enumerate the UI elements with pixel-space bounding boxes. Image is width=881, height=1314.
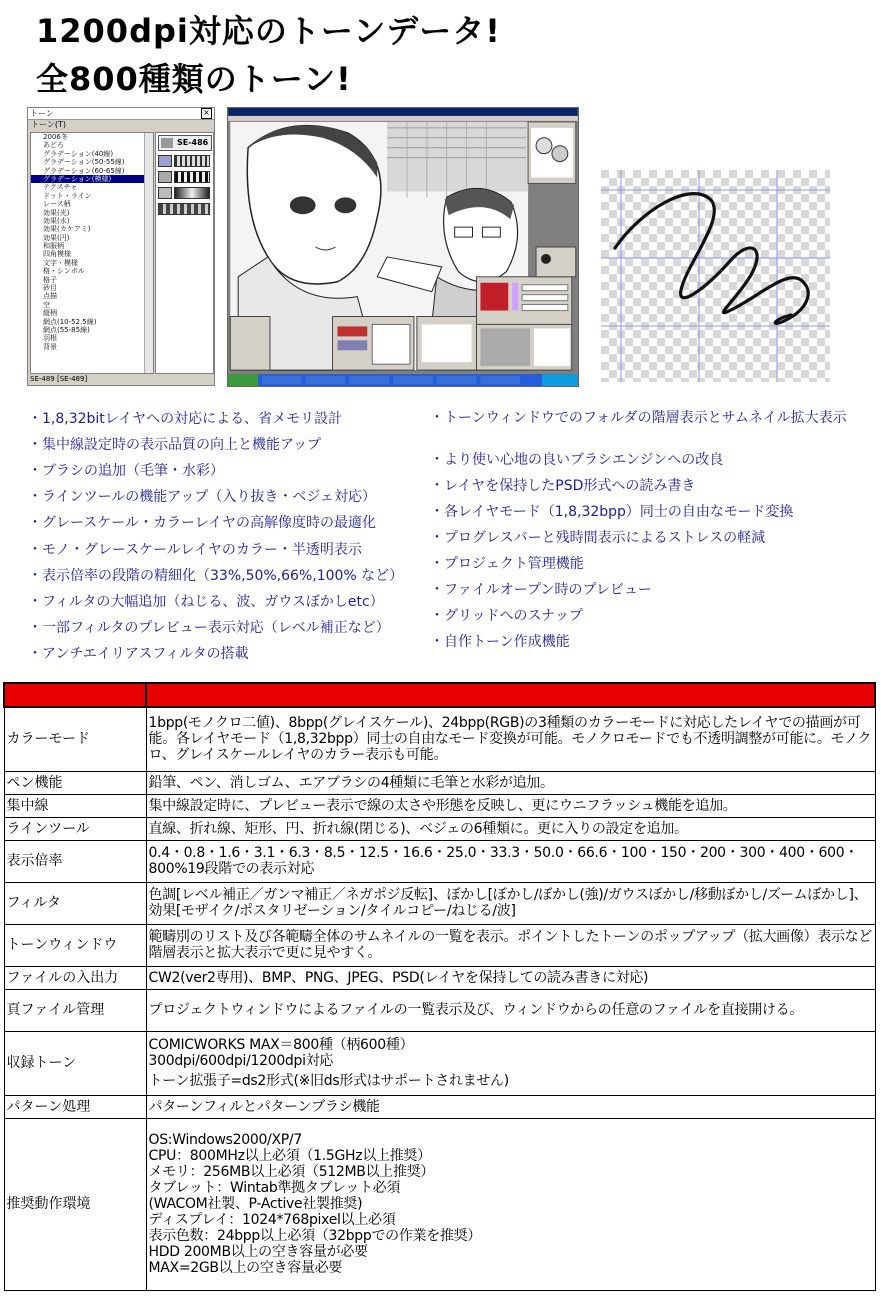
- spec-row: [4, 924, 875, 966]
- tone-tree-item[interactable]: 格子: [43, 275, 57, 284]
- spec-value-line: 色調[レベル補正／ガンマ補正／ネガポジ反転]、ぼかし[ぼかし/ぼかし(強)/ガウスぼかし/移動ぼかし/ズームぼかし]、効果[モザイク/ポスタリゼーション/タイルコピー/ねじる/波]: [148, 887, 868, 919]
- tone-tree-item[interactable]: 網点(10-52.5線): [43, 317, 97, 326]
- spec-value: [146, 771, 875, 794]
- feature-item: ・グレースケール・カラーレイヤの高解像度時の最適化: [28, 515, 377, 531]
- spec-label: パターン処理: [4, 1095, 146, 1118]
- spec-value-line: 鉛筆、ペン、消しゴム、エアブラシの4種類に毛筆と水彩が追加。: [148, 774, 554, 791]
- spec-value: [146, 707, 875, 771]
- tone-tree-item[interactable]: グラデーション(50-55線): [43, 158, 125, 167]
- tone-tree-item[interactable]: テクスチャ: [43, 183, 78, 192]
- spec-value-line: タブレット：Wintab準拠タブレット必須: [148, 1180, 401, 1196]
- spec-row: [4, 707, 875, 771]
- spec-value: [146, 989, 875, 1031]
- spec-label: カラーモード: [4, 707, 146, 771]
- tone-window-screenshot: [27, 107, 215, 386]
- spec-label: トーンウィンドウ: [4, 924, 146, 966]
- tone-swatch[interactable]: [174, 187, 210, 199]
- tone-tree-item[interactable]: 背景: [43, 342, 57, 351]
- spec-row: [4, 882, 875, 924]
- spec-value-line: トーン拡張子=ds2形式(※旧ds形式はサポートされません): [148, 1073, 509, 1089]
- feature-item: ・トーンウィンドウでのフォルダの階層表示とサムネイル拡大表示: [430, 410, 847, 426]
- feature-item: ・集中線設定時の表示品質の向上と機能アップ: [28, 437, 322, 453]
- tone-tree-item[interactable]: ドット・ライン: [43, 191, 92, 200]
- feature-item: ・レイヤを保持したPSD形式への読み書き: [430, 478, 696, 494]
- tone-tree-item[interactable]: グラデーション(60-65線): [43, 166, 125, 175]
- tone-tree-item[interactable]: 縦柄: [43, 309, 57, 318]
- feature-item: ・グリッドへのスナップ: [430, 608, 583, 624]
- tone-swatch[interactable]: [158, 187, 172, 199]
- spec-value-line: 直線、折れ線、矩形、円、折れ線(閉じる)、ベジェの6種類に。更に入りの設定を追加。: [148, 820, 688, 837]
- spec-row: [4, 817, 875, 840]
- spec-value: [146, 840, 875, 882]
- spec-value: [146, 794, 875, 817]
- spec-row: [4, 771, 875, 794]
- spec-value-line: CW2(ver2専用)、BMP、PNG、JPEG、PSD(レイヤを保持しての読み書きに対応): [148, 969, 649, 986]
- spec-label: ファイルの入出力: [4, 966, 146, 989]
- tone-tree-item[interactable]: 格・シンボル: [43, 267, 85, 276]
- spec-row: [4, 794, 875, 817]
- tone-tree-item[interactable]: 効果(カケアミ): [43, 225, 91, 234]
- selected-tone-name: SE-486: [158, 135, 212, 151]
- tone-swatch[interactable]: [158, 171, 172, 183]
- spec-value-line: (WACOM社製、P-Active社製推奨): [148, 1196, 363, 1212]
- close-icon[interactable]: ×: [201, 108, 212, 119]
- tone-tree-item[interactable]: 空: [43, 300, 50, 309]
- app-screenshot: [227, 107, 579, 387]
- spec-value-line: OS:Windows2000/XP/7: [148, 1132, 302, 1148]
- tone-window-titlebar: [28, 108, 214, 120]
- feature-item: ・モノ・グレースケールレイヤのカラー・半透明表示: [28, 542, 362, 558]
- spec-row: [4, 1118, 875, 1290]
- tone-swatch[interactable]: [158, 203, 210, 215]
- spec-value: [146, 1095, 875, 1118]
- spec-row: [4, 840, 875, 882]
- spec-value-line: 範疇別のリスト及び各範疇全体のサムネイルの一覧を表示。ポイントしたトーンのポップアップ（拡大画像）表示など階層表示と拡大表示で更に見やすく。: [148, 929, 873, 961]
- feature-item: ・アンチエイリアスフィルタの搭載: [28, 646, 249, 662]
- tone-window-title: トーン: [30, 109, 54, 118]
- spec-header-label-cell: [4, 683, 146, 707]
- spec-table: [3, 682, 876, 1291]
- tone-tree-item[interactable]: 効果(円): [43, 233, 70, 242]
- spec-row: [4, 966, 875, 989]
- spec-label: 表示倍率: [4, 840, 146, 882]
- spec-value: [146, 882, 875, 924]
- feature-item: ・ブラシの追加（毛筆・水彩）: [28, 463, 224, 479]
- feature-item: ・一部フィルタのプレビュー表示対応（レベル補正など）: [28, 620, 390, 636]
- spec-label: 収録トーン: [4, 1031, 146, 1095]
- tone-tree-scrollbar[interactable]: [144, 133, 153, 373]
- spec-value: [146, 924, 875, 966]
- tone-tree-item[interactable]: 羽根: [43, 334, 57, 343]
- spec-label: ペン機能: [4, 771, 146, 794]
- tone-thumbnail-panel: [155, 132, 214, 374]
- spec-value-line: MAX=2GB以上の空き容量必要: [148, 1260, 343, 1276]
- tone-tree-item[interactable]: 四角模様: [43, 250, 71, 259]
- feature-item: ・より使い心地の良いブラシエンジンへの改良: [430, 452, 724, 468]
- spec-value-line: パターンフィルとパターンブラシ機能: [148, 1098, 380, 1115]
- spec-table-header: [4, 683, 875, 707]
- spec-value: [146, 1031, 875, 1095]
- spec-value-line: CPU：800MHz以上必須（1.5GHz以上推奨）: [148, 1148, 431, 1164]
- spec-value-line: 表示色数：24bpp以上必須（32bppでの作業を推奨）: [148, 1228, 482, 1244]
- tone-swatch[interactable]: [158, 155, 172, 167]
- feature-item: ・1,8,32bitレイヤへの対応による、省メモリ設計: [28, 411, 343, 427]
- spec-value: [146, 1118, 875, 1290]
- tone-tree-item[interactable]: 文字・模様: [43, 258, 78, 267]
- spec-header-value-cell: [146, 683, 875, 707]
- spec-value-line: 1bpp(モノクロ二値)、8bpp(グレイスケール)、24bpp(RGB)の3種類のカラーモードに対応したレイヤでの描画が可能。各レイヤモード（1,8,32bpp）同士の自由なモード変換が可能。モノクロモードでも不透明調整が可能に。モノクロ、グレイスケールレイヤのカラー表示も可能。: [148, 715, 872, 764]
- spec-row: [4, 1031, 875, 1095]
- tone-tree-item[interactable]: 効果(光): [43, 208, 70, 217]
- spec-row: [4, 989, 875, 1031]
- feature-item: ・自作トーン作成機能: [430, 634, 570, 650]
- feature-item: ・プロジェクト管理機能: [430, 556, 584, 572]
- spec-row: [4, 1095, 875, 1118]
- spec-label: 推奨動作環境: [4, 1118, 146, 1290]
- tone-tree-item[interactable]: グラデーション(模様): [31, 175, 153, 183]
- spec-value-line: ディスプレイ：1024*768pixel以上必須: [148, 1212, 396, 1228]
- feature-item: ・各レイヤモード（1,8,32bpp）同士の自由なモード変換: [430, 504, 794, 520]
- spec-value: [146, 817, 875, 840]
- tone-tree-item[interactable]: 砂目: [43, 284, 57, 293]
- tone-window-status: SE-489 [SE-489]: [30, 375, 88, 383]
- feature-item: ・フィルタの大幅追加（ねじる、波、ガウスぼかしetc）: [28, 594, 384, 610]
- tone-tree-item[interactable]: 点描: [43, 292, 57, 301]
- feature-item: ・ファイルオープン時のプレビュー: [430, 582, 652, 598]
- spec-value-line: 300dpi/600dpi/1200dpi対応: [148, 1053, 334, 1069]
- tone-tree-item[interactable]: 網点(55-85線): [43, 325, 90, 334]
- tone-tree-item[interactable]: あどろ: [43, 141, 64, 150]
- spec-value-line: 0.4・0.8・1.6・3.1・6.3・8.5・12.5・16.6・25.0・33.3・50.0・66.6・100・150・200・300・400・600・800%19段階での表示対応: [148, 845, 859, 877]
- tone-tree-item[interactable]: 和服柄: [43, 242, 64, 251]
- spec-label: 集中線: [4, 794, 146, 817]
- tone-swatch[interactable]: [174, 155, 210, 167]
- headline-line2: 全800種類のトーン!: [36, 60, 352, 98]
- feature-item: ・プログレスバーと残時間表示によるストレスの軽減: [430, 530, 766, 546]
- tone-window-menu[interactable]: トーン(T): [31, 120, 66, 129]
- brush-stroke-illustration: [601, 170, 830, 382]
- tone-tree-list[interactable]: [30, 132, 154, 374]
- feature-item: ・表示倍率の段階の精細化（33%,50%,66%,100% など）: [28, 568, 404, 584]
- spec-value-line: COMICWORKS MAX＝800種（柄600種）: [148, 1037, 414, 1053]
- headline-line1: 1200dpi対応のトーンデータ!: [36, 12, 501, 50]
- spec-value-line: メモリ：256MB以上必須（512MB以上推奨）: [148, 1164, 435, 1180]
- spec-label: 頁ファイル管理: [4, 989, 146, 1031]
- tone-tree-item[interactable]: 2006冬: [43, 133, 68, 141]
- spec-value-line: 集中線設定時に、プレビュー表示で線の太さや形態を反映し、更にウニフラッシュ機能を追加。: [148, 797, 737, 814]
- tone-tree-item[interactable]: グラデーション(40線): [43, 149, 114, 158]
- tone-swatch[interactable]: [174, 171, 210, 183]
- tone-tree-item[interactable]: レース柄: [43, 200, 71, 209]
- tone-tree-item[interactable]: 効果(水): [43, 216, 70, 225]
- spec-value: [146, 966, 875, 989]
- spec-label: ラインツール: [4, 817, 146, 840]
- feature-item: ・ラインツールの機能アップ（入り抜き・ベジェ対応）: [28, 489, 377, 505]
- spec-value-line: HDD 200MB以上の空き容量が必要: [148, 1244, 368, 1260]
- spec-value-line: プロジェクトウィンドウによるファイルの一覧表示及び、ウィンドウからの任意のファイルを直接開ける。: [148, 1002, 804, 1018]
- spec-label: フィルタ: [4, 882, 146, 924]
